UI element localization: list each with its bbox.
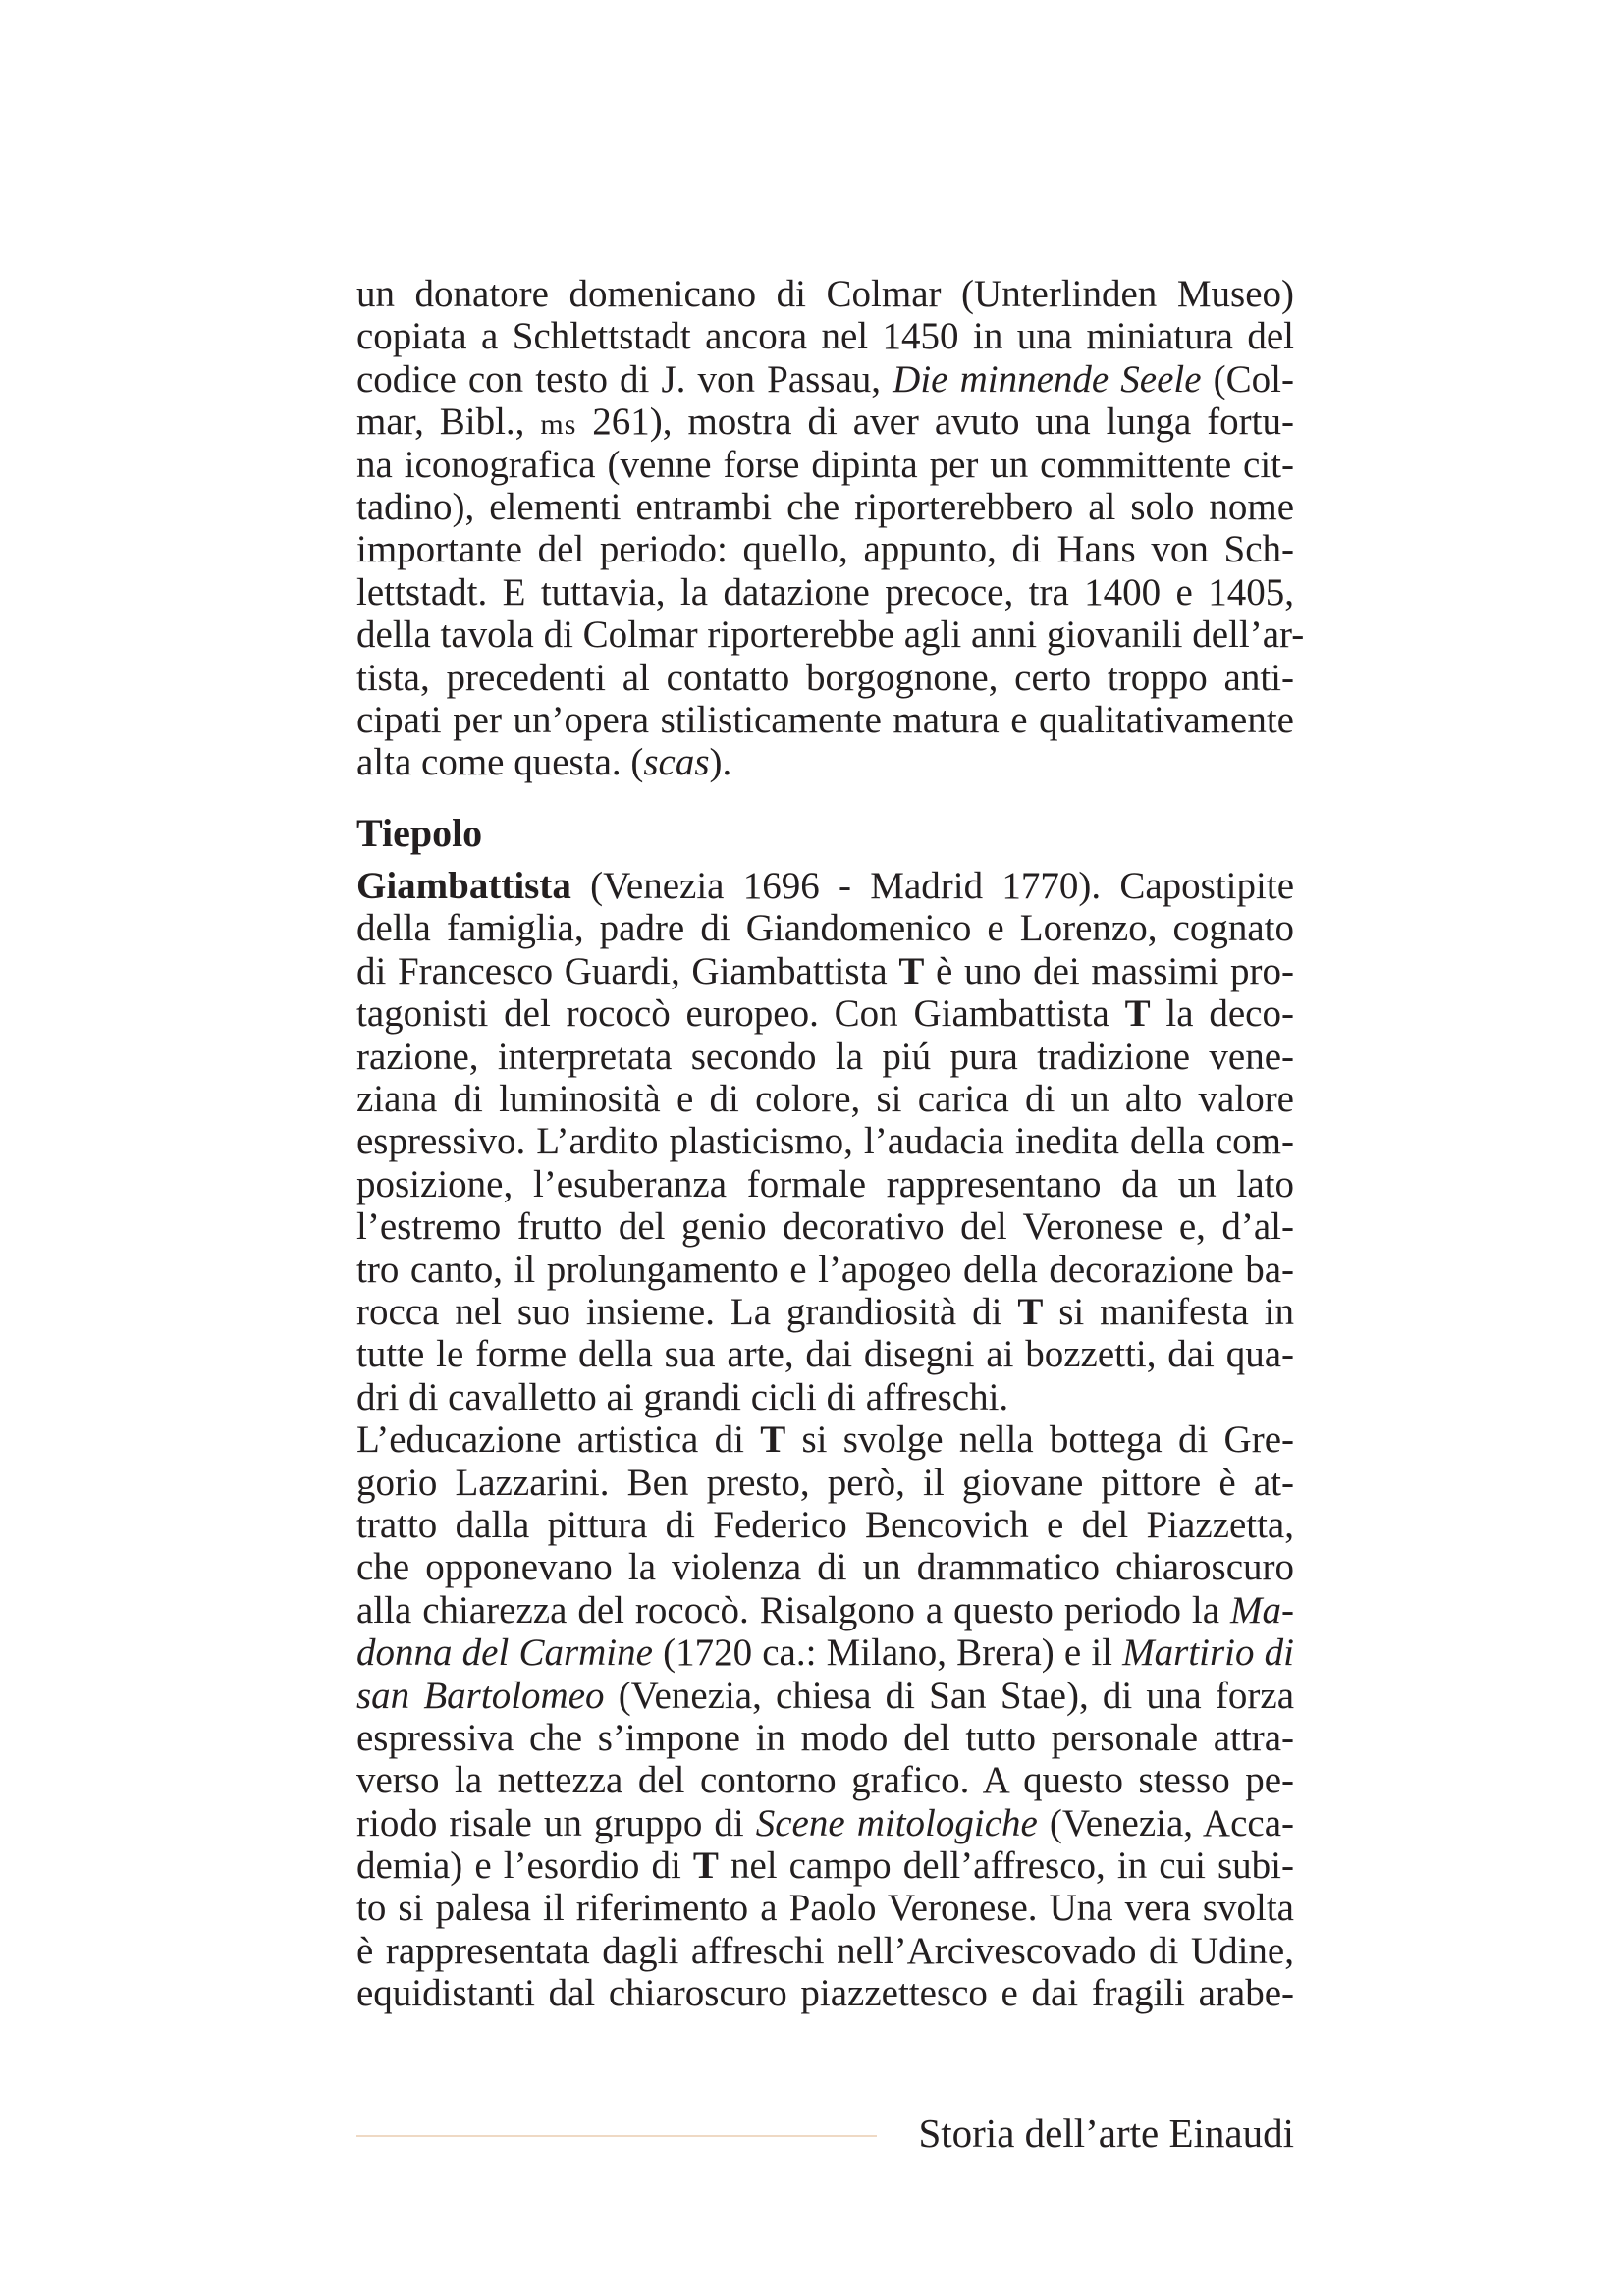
italic-title: Die minnende Seele: [893, 357, 1202, 400]
italic-title: donna del Carmine: [356, 1631, 653, 1675]
italic-title: Scene mitologiche: [755, 1801, 1038, 1844]
intro-paragraph: [356, 273, 1305, 784]
italic-title: Ma-: [1230, 1588, 1294, 1631]
text-line: riodo risale un gruppo di Scene mitologiche (Venezia, Acca-: [356, 1801, 1294, 1844]
text-line: l’estremo frutto del genio decorativo del Veronese e, d’al-: [356, 1205, 1294, 1249]
text-line: demia) e l’esordio di T nel campo dell’affresco, in cui subi-: [356, 1844, 1294, 1888]
text-line: mar, Bibl., ms 261), mostra di aver avuto una lunga fortu-: [356, 400, 1294, 444]
entry-heading: Tiepolo: [356, 810, 483, 855]
text-line: verso la nettezza del contorno grafico. A questo stesso pe-: [356, 1759, 1294, 1802]
text-line: espressivo. L’ardito plasticismo, l’audacia inedita della com-: [356, 1120, 1294, 1163]
text-line: equidistanti dal chiaroscuro piazzettesco e dai fragili arabe-: [356, 1972, 1294, 2015]
text-line: della famiglia, padre di Giandomenico e Lorenzo, cognato: [356, 907, 1294, 950]
text-line: posizione, l’esuberanza formale rappresentano da un lato: [356, 1162, 1294, 1205]
text-line: è rappresentata dagli affreschi nell’Arcivescovado di Udine,: [356, 1929, 1294, 1972]
text-line: codice con testo di J. von Passau, Die minnende Seele (Col-: [356, 357, 1294, 400]
text-line: alla chiarezza del rococò. Risalgono a questo periodo la Ma-: [356, 1588, 1294, 1631]
text-line: rocca nel suo insieme. La grandiosità di T si manifesta in: [356, 1290, 1294, 1333]
text-line: tutte le forme della sua arte, dai disegni ai bozzetti, dai qua-: [356, 1333, 1294, 1376]
footer-rule: [356, 2135, 877, 2137]
text-line: tro canto, il prolungamento e l’apogeo della decorazione ba-: [356, 1248, 1294, 1291]
small-caps-abbrev: ms: [540, 408, 577, 442]
entry-paragraph-2: [356, 1418, 1294, 2014]
text-line: che opponevano la violenza di un drammatico chiaroscuro: [356, 1546, 1294, 1589]
text-line: donna del Carmine (1720 ca.: Milano, Brera) e il Martirio di: [356, 1631, 1295, 1675]
text-line: razione, interpretata secondo la piú pura tradizione vene-: [356, 1035, 1294, 1078]
text-line: copiata a Schlettstadt ancora nel 1450 in una miniatura del: [356, 315, 1294, 358]
text-line: tratto dalla pittura di Federico Bencovich e del Piazzetta,: [356, 1503, 1294, 1546]
body-text: [356, 273, 1305, 2015]
text-line: tadino), elementi entrambi che riporterebbero al solo nome: [356, 485, 1294, 528]
text-line: alta come questa. (scas).: [356, 741, 732, 784]
initial-abbrev: T: [760, 1418, 786, 1462]
text-line: to si palesa il riferimento a Paolo Veronese. Una vera svolta: [356, 1887, 1294, 1930]
initial-abbrev: T: [1017, 1290, 1044, 1333]
text-line: un donatore domenicano di Colmar (Unterlinden Museo): [356, 273, 1294, 315]
text-line: Giambattista (Venezia 1696 - Madrid 1770). Capostipite: [356, 865, 1294, 908]
text-line: cipati per un’opera stilisticamente matura e qualitativamente: [356, 698, 1294, 741]
text-line: ziana di luminosità e di colore, si carica di un alto valore: [356, 1078, 1294, 1121]
italic-title: san Bartolomeo: [356, 1674, 605, 1717]
initial-abbrev: T: [898, 949, 925, 992]
initial-abbrev: T: [692, 1844, 719, 1888]
text-line: importante del periodo: quello, appunto, di Hans von Sch-: [356, 528, 1294, 571]
text-line: san Bartolomeo (Venezia, chiesa di San Stae), di una forza: [356, 1674, 1295, 1717]
text-line: di Francesco Guardi, Giambattista T è uno dei massimi pro-: [356, 949, 1295, 992]
text-line: na iconografica (venne forse dipinta per un committente cit-: [356, 443, 1294, 486]
text-line: gorio Lazzarini. Ben presto, però, il giovane pittore è at-: [356, 1461, 1294, 1504]
entry-paragraph-1: [356, 865, 1294, 1418]
text-line: L’educazione artistica di T si svolge nella bottega di Gre-: [356, 1418, 1294, 1462]
text-line: dri di cavalletto ai grandi cicli di affreschi.: [356, 1375, 1009, 1418]
text-line: della tavola di Colmar riporterebbe agli anni giovanili dell’ar-: [356, 614, 1305, 657]
text-line: tista, precedenti al contatto borgognone, certo troppo anti-: [356, 656, 1294, 699]
initial-abbrev: T: [1124, 992, 1151, 1036]
entry-name: Giambattista: [356, 865, 571, 908]
author-signature: scas: [643, 741, 710, 784]
text-line: espressiva che s’impone in modo del tutto personale attra-: [356, 1716, 1294, 1759]
italic-title: Martirio di: [1122, 1631, 1295, 1675]
text-line: lettstadt. E tuttavia, la datazione precoce, tra 1400 e 1405,: [356, 570, 1294, 614]
footer-title: Storia dell’arte Einaudi: [918, 2110, 1294, 2156]
text-line: tagonisti del rococò europeo. Con Giambattista T la deco-: [356, 992, 1294, 1036]
